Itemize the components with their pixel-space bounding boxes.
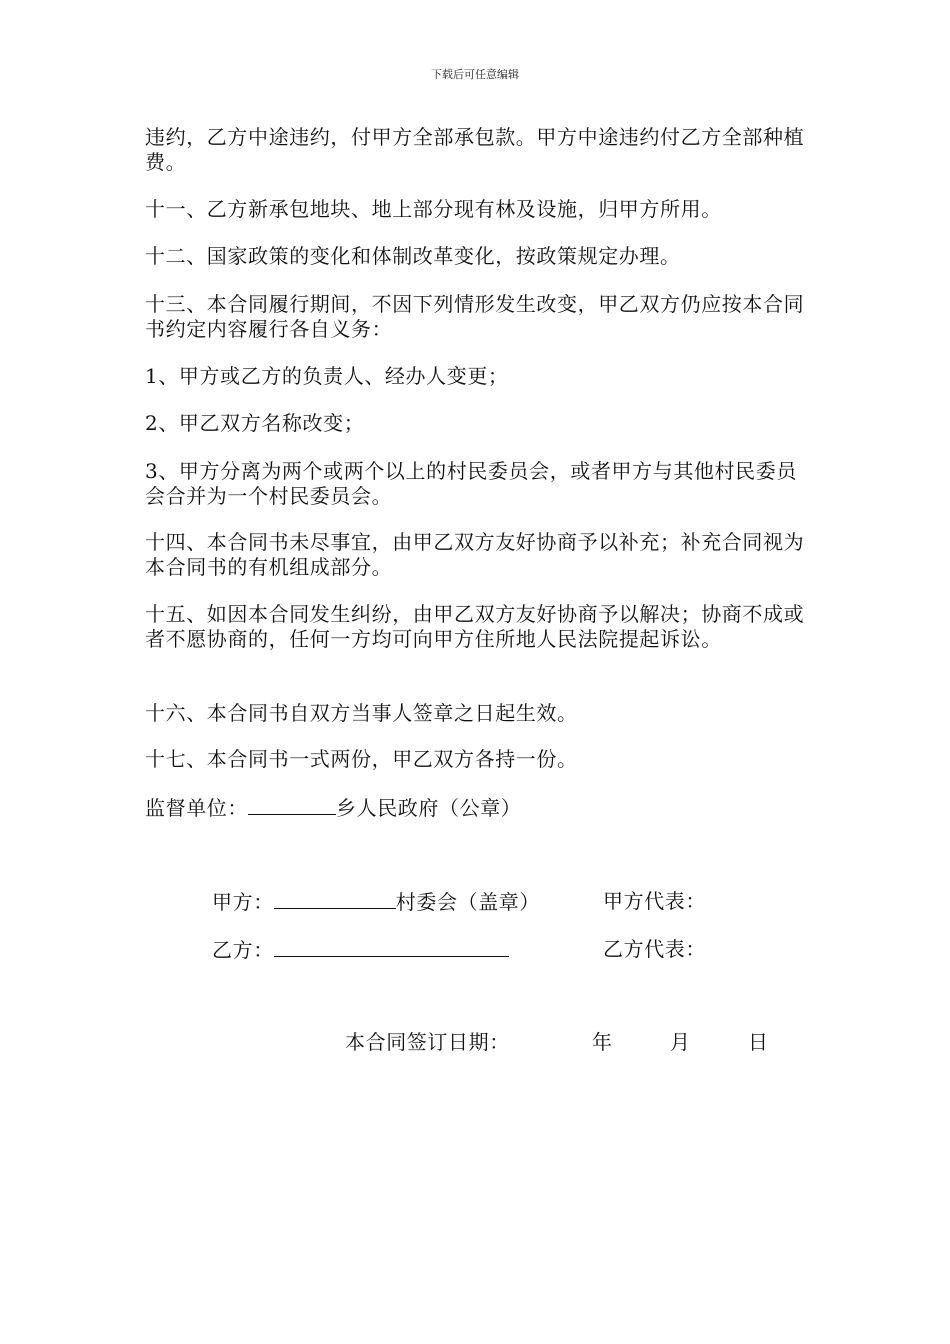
- supervisor-suffix: 乡人民政府（公章）: [336, 796, 522, 820]
- signing-date-day: 日: [748, 1030, 769, 1054]
- supervisor-line: [145, 795, 521, 821]
- party-a-rep: 甲方代表：: [603, 889, 706, 913]
- supervisor-blank: [248, 795, 336, 815]
- clause-fifteen: 十五、如因本合同发生纠纷，由甲乙双方友好协商予以解决；协商不成或者不愿协商的，任何一方均可向甲方住所地人民法院提起诉讼。: [145, 602, 805, 651]
- signing-date-year: 年: [592, 1030, 613, 1054]
- supervisor-label: 监督单位：: [145, 796, 248, 820]
- clause-sixteen: 十六、本合同书自双方当事人签章之日起生效。: [145, 701, 578, 725]
- clause-thirteen-item-2: 2、甲乙双方名称改变；: [145, 411, 365, 435]
- party-a-suffix: 村委会（盖章）: [395, 890, 541, 914]
- party-b-rep: 乙方代表：: [603, 937, 706, 961]
- clause-ten-continued: 违约，乙方中途违约，付甲方全部承包款。甲方中途违约付乙方全部种植费。: [145, 125, 805, 174]
- party-a-label: 甲方：: [212, 890, 274, 914]
- party-b-line: [212, 937, 509, 963]
- signing-date-label: 本合同签订日期：: [345, 1030, 510, 1054]
- clause-seventeen: 十七、本合同书一式两份，甲乙双方各持一份。: [145, 747, 578, 771]
- signing-date-month: 月: [670, 1030, 691, 1054]
- clause-thirteen: 十三、本合同履行期间，不因下列情形发生改变，甲乙双方仍应按本合同书约定内容履行各自义务：: [145, 292, 805, 341]
- party-a-line: [212, 889, 540, 915]
- party-b-blank: [274, 937, 509, 957]
- clause-thirteen-item-3: 3、甲方分离为两个或两个以上的村民委员会，或者甲方与其他村民委员会合并为一个村民委员会。: [145, 459, 797, 508]
- clause-eleven: 十一、乙方新承包地块、地上部分现有林及设施，归甲方所用。: [145, 197, 722, 221]
- party-b-label: 乙方：: [212, 938, 274, 962]
- page-header-note: 下载后可任意编辑: [431, 68, 519, 81]
- party-a-blank: [274, 889, 396, 909]
- clause-twelve: 十二、国家政策的变化和体制改革变化，按政策规定办理。: [145, 244, 681, 268]
- clause-fourteen: 十四、本合同书未尽事宜，由甲乙双方友好协商予以补充；补充合同视为本合同书的有机组成部分。: [145, 530, 805, 579]
- clause-thirteen-item-1: 1、甲方或乙方的负责人、经办人变更；: [145, 364, 509, 388]
